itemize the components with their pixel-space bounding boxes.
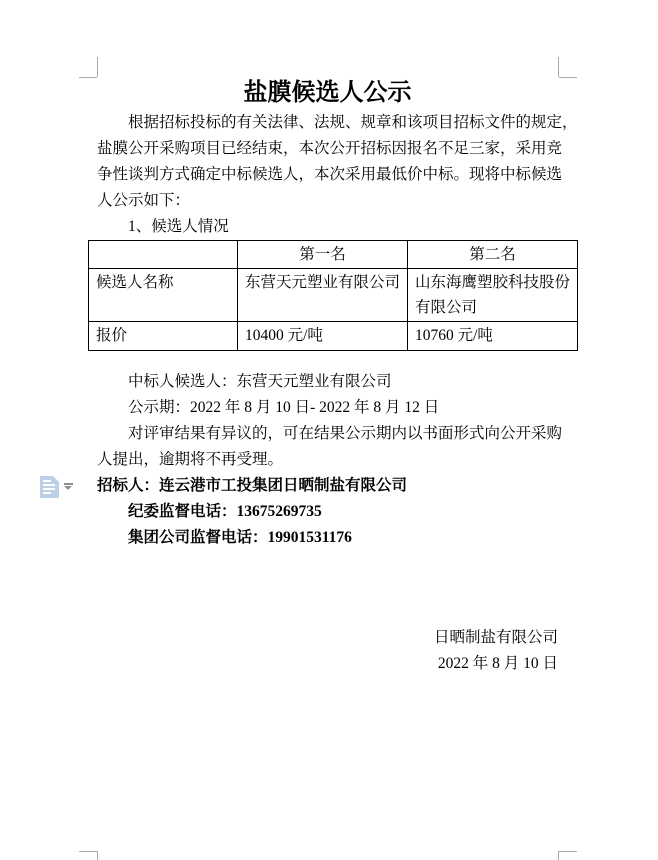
header-cell-empty [89,241,238,269]
intro-line: 争性谈判方式确定中标候选人，本次采用最低价中标。现将中标候选 [97,166,563,183]
table-row-candidate-name [89,269,578,322]
signature-block [97,625,558,677]
intro-line: 根据招标投标的有关法律、法规、规章和该项目招标文件的规定， [128,114,578,131]
small-dropdown-arrow-icon[interactable] [64,483,73,491]
row-label-cell: 候选人名称 [89,269,238,322]
header-cell-first: 第一名 [238,241,408,269]
signature-company: 日晒制盐有限公司 [433,629,558,646]
tenderee-line: 招标人：连云港市工投集团日晒制盐有限公司 [97,477,408,494]
header-cell-second: 第二名 [408,241,578,269]
document-paste-options-icon [40,476,59,498]
intro-line: 盐膜公开采购项目已经结束，本次公开招标因报名不足三家，采用竞 [97,140,563,157]
candidates-table [88,240,578,351]
folded-corner [53,476,59,482]
second-candidate-cell: 山东海鹰塑胶科技股份有限公司 [408,269,578,322]
first-price-cell: 10400 元/吨 [238,322,408,351]
result-section [97,369,561,551]
table-row-price [89,322,578,351]
table-header-row [89,241,578,269]
intro-paragraph [97,110,578,240]
intro-line: 人公示如下： [97,192,191,209]
row-label-cell: 报价 [89,322,238,351]
first-candidate-cell: 东营天元塑业有限公司 [238,269,408,322]
objection-line: 人提出，逾期将不再受理。 [97,451,284,468]
winner-line: 中标人候选人：东营天元塑业有限公司 [128,373,392,390]
section-heading: 1、候选人情况 [128,218,229,235]
objection-line: 对评审结果有异议的，可在结果公示期内以书面形式向公开采购 [128,425,563,442]
page-title: 盐膜候选人公示 [243,80,412,106]
second-price-cell: 10760 元/吨 [408,322,578,351]
publicity-period-line: 公示期：2022 年 8 月 10 日- 2022 年 8 月 12 日 [128,399,440,416]
group-phone-line: 集团公司监督电话：19901531176 [128,529,352,546]
paste-options-button[interactable] [40,476,74,500]
discipline-phone-line: 纪委监督电话：13675269735 [128,503,322,520]
signature-date: 2022 年 8 月 10 日 [437,655,558,672]
